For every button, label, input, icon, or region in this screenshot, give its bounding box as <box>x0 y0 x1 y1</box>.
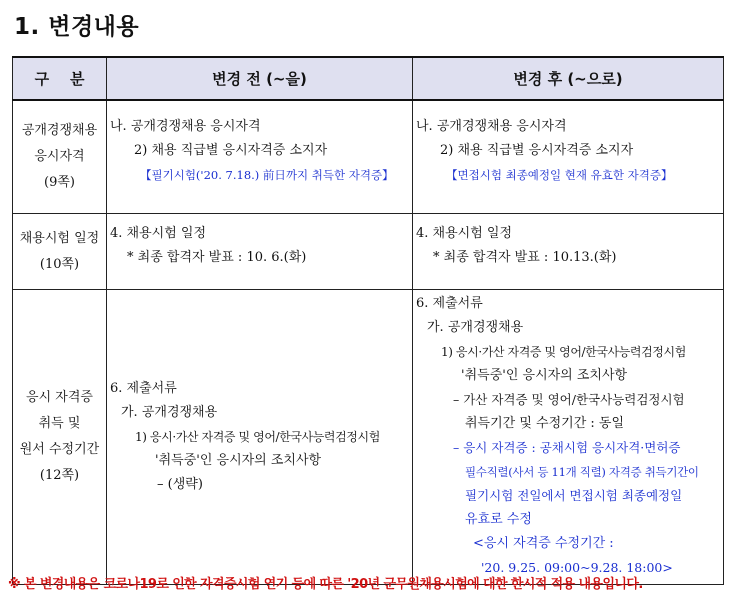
label-line: (9쪽) <box>44 175 75 190</box>
before-cell <box>107 100 413 214</box>
text-line: '20. 9.25. 09:00~9.28. 18:00> <box>481 560 673 575</box>
label-line: 공개경쟁채용 <box>21 123 98 138</box>
row-label <box>13 290 107 585</box>
text-line: 2) 채용 직급별 응시자격증 소지자 <box>134 143 328 158</box>
text-line: 취득기간 및 수정기간 : 동일 <box>465 416 625 431</box>
text-line: 【면접시험 최종예정일 현재 유효한 자격증】 <box>446 168 673 182</box>
change-table <box>12 56 724 585</box>
text-line: 가. 공개경쟁채용 <box>121 405 218 420</box>
after-cell <box>413 290 724 585</box>
page-title: 1. 변경내용 <box>14 14 140 40</box>
text-line: 1) 응시·가산 자격증 및 영어/한국사능력검정시험 <box>441 345 686 359</box>
label-line: (10쪽) <box>39 256 80 272</box>
text-line: 1) 응시·가산 자격증 및 영어/한국사능력검정시험 <box>135 430 380 444</box>
text-line: * 최종 합격자 발표 : 10.13.(화) <box>433 250 617 265</box>
text-line: 【필기시험('20. 7.18.) 前日까지 취득한 자격증】 <box>140 168 394 182</box>
text-line: * 최종 합격자 발표 : 10. 6.(화) <box>127 250 307 265</box>
header-after: 변경 후 (~으로) <box>413 57 724 100</box>
text-line: 4. 채용시험 일정 <box>416 226 513 241</box>
text-line: 필수직렬(사서 등 11개 직렬) 자격증 취득기간이 <box>465 465 699 479</box>
text-line: 2) 채용 직급별 응시자격증 소지자 <box>440 143 634 158</box>
text-line: 나. 공개경쟁채용 응시자격 <box>416 119 567 134</box>
table-row <box>13 214 724 290</box>
after-cell <box>413 100 724 214</box>
text-line: '취득중'인 응시자의 조치사항 <box>461 368 628 383</box>
header-before: 변경 전 (~을) <box>107 57 413 100</box>
text-line: 유효로 수정 <box>465 512 532 527</box>
table-header-row <box>13 57 724 100</box>
table-row <box>13 100 724 214</box>
row-label <box>13 214 107 290</box>
label-line: 응시 자격증 <box>26 390 93 405</box>
label-line: 원서 수정기간 <box>19 442 100 457</box>
row-label <box>13 100 107 214</box>
text-line: <응시 자격증 수정기간 : <box>473 536 614 551</box>
text-line: – (생략) <box>157 477 203 492</box>
table-row <box>13 290 724 585</box>
header-category: 구 분 <box>13 57 107 100</box>
label-line: 응시자격 <box>34 149 85 164</box>
before-cell <box>107 214 413 290</box>
text-line: 4. 채용시험 일정 <box>110 226 207 241</box>
text-line: 필기시험 전일에서 면접시험 최종예정일 <box>465 488 683 503</box>
label-line: (12쪽) <box>39 468 80 483</box>
before-cell <box>107 290 413 585</box>
text-line: 6. 제출서류 <box>110 381 177 396</box>
text-line: – 응시 자격증 : 공채시험 응시자격·면허증 <box>453 440 681 455</box>
text-line: '취득중'인 응시자의 조치사항 <box>155 453 322 468</box>
after-cell <box>413 214 724 290</box>
label-line: 채용시험 일정 <box>19 230 100 246</box>
footnote: ※ 본 변경내용은 코로나19로 인한 자격증시험 연기 등에 따른 '20년 군무원채용시험에 대한 한시적 적용 내용입니다. <box>8 577 643 592</box>
text-line: 가. 공개경쟁채용 <box>427 320 524 335</box>
text-line: – 가산 자격증 및 영어/한국사능력검정시험 <box>453 392 685 407</box>
text-line: 6. 제출서류 <box>416 296 483 311</box>
text-line: 나. 공개경쟁채용 응시자격 <box>110 119 261 134</box>
label-line: 취득 및 <box>38 416 81 431</box>
